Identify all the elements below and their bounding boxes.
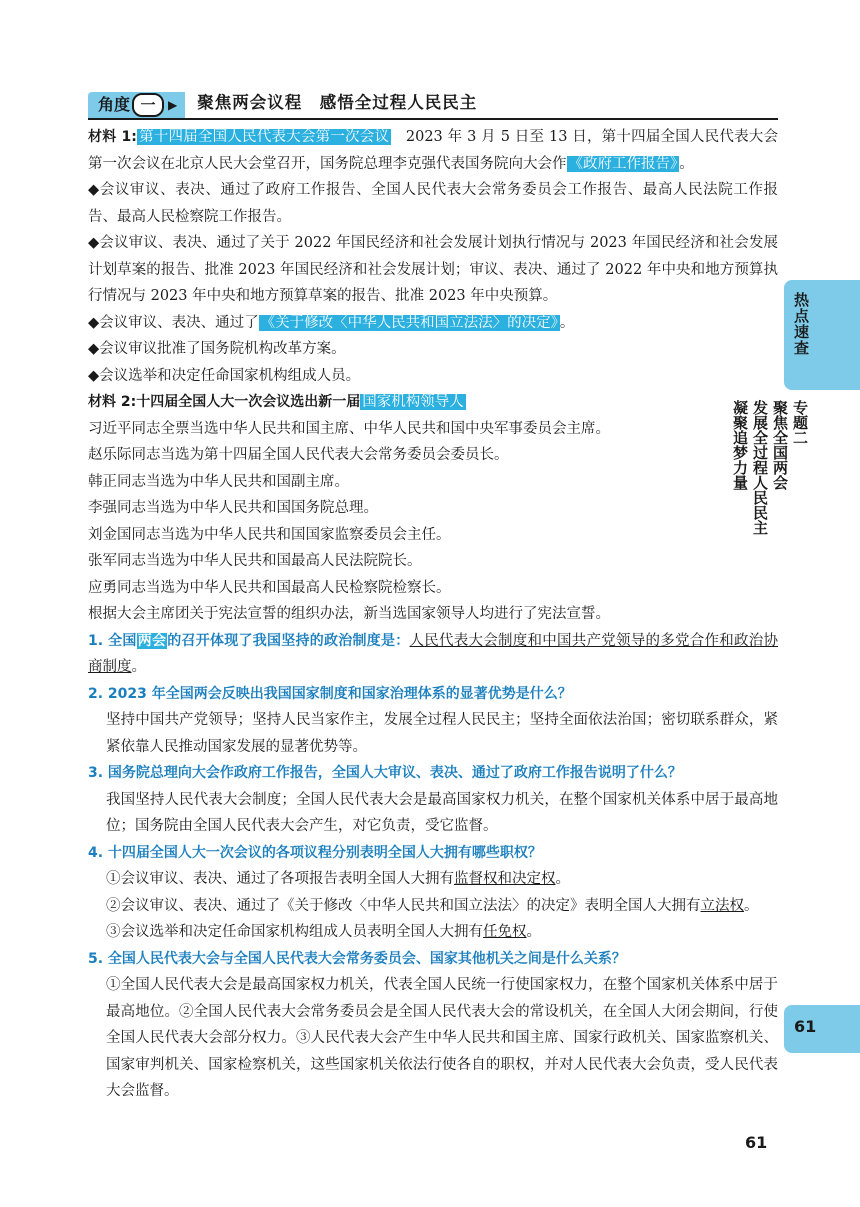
question-4: 4. 十四届全国人大一次会议的各项议程分别表明全国人大拥有哪些职权？ (88, 844, 542, 861)
material2-line: 张军同志当选为中华人民共和国最高人民法院院长。 (88, 553, 422, 569)
material1-intro (88, 124, 778, 177)
material2-line: 根据大会主席团关于宪法宣誓的组织办法，新当选国家领导人均进行了宪法宣誓。 (88, 606, 610, 622)
material2-label: 材料 2:十四届全国人大一次会议选出新一届 (88, 394, 361, 410)
q1-end: 。 (131, 659, 146, 675)
a4-3-answer: 任免权 (483, 924, 527, 940)
material2-line: 应勇同志当选为中华人民共和国最高人民检察院检察长。 (88, 579, 451, 596)
material1-bullet: ◆会议审议、表决、通过了政府工作报告、全国人民代表大会常务委员会工作报告、最高人民法院工作报告、最高人民检察院工作报告。 (88, 182, 778, 225)
material1-highlight2: 《政府工作报告》 (568, 155, 678, 172)
sidebar-title-3: 凝聚追梦力量 (731, 400, 749, 490)
material2-line: 刘金国同志当选为中华人民共和国国家监察委员会主任。 (88, 526, 451, 543)
answer-2: 坚持中国共产党领导；坚持人民当家作主，发展全过程人民民主；坚持全面依法治国；密切联系群众，紧紧依靠人民推动国家发展的显著优势等。 (106, 712, 778, 755)
q1-rest: 的召开体现了我国坚持的政治制度是： (167, 632, 410, 649)
a4-1-prefix: ①会议审议、表决、通过了各项报告表明全国人大拥有 (106, 871, 454, 887)
bullet3-prefix: ◆会议审议、表决、通过了 (88, 314, 259, 331)
sidebar-title-1: 聚焦全国两会 (771, 400, 789, 490)
a4-2-end: 。 (744, 897, 759, 914)
material2-line: 李强同志当选为中华人民共和国国务院总理。 (88, 500, 378, 516)
question-1 (88, 628, 778, 681)
page-number: 61 (745, 1133, 768, 1152)
main-content (88, 90, 778, 1105)
arrow-right-icon: ▶ (168, 97, 178, 112)
material2-highlight: 国家机构领导人 (362, 394, 464, 410)
bullet3-highlight: 《关于修改〈中华人民共和国立法法〉的决定》 (260, 314, 558, 331)
material1-bullet: ◆会议审议、表决、通过了关于 2022 年国民经济和社会发展计划执行情况与 2023 年国民经济和社会发展计划草案的报告、批准 2023 年国民经济和社会发展计划；审议、表决、通过了 2022 年中央和地方预算执行情况与 2023 年中央和地方预算草案的报告、批准 2023 年中央预算。 (88, 235, 778, 304)
sidebar-title-2: 发展全过程人民民主 (751, 400, 769, 535)
material1-bullet: ◆会议选举和决定任命国家机构组成人员。 (88, 367, 361, 384)
sidebar-topic-label: 专题二 (791, 400, 809, 445)
material2-heading (88, 389, 778, 416)
page-tab-number: 61 (794, 1017, 817, 1036)
sidebar-topic (731, 400, 810, 549)
material1-highlight: 第十四届全国人民代表大会第一次会议 (138, 129, 390, 145)
angle-number: 一 (132, 93, 164, 117)
angle-label: 角度 (98, 94, 131, 114)
a4-1-end: 。 (555, 871, 570, 887)
hotspot-tab-label: 热点速查 (792, 292, 810, 356)
a4-2-answer: 立法权 (700, 897, 744, 914)
question-5: 5. 全国人民代表大会与全国人民代表大会常务委员会、国家其他机关之间是什么关系？ (88, 950, 626, 967)
answer-4-3 (106, 919, 778, 946)
answer-5: ①全国人民代表大会是最高国家权力机关，代表全国人民统一行使国家权力，在整个国家机关体系中居于最高地位。②全国人民代表大会常务委员会是全国人民代表大会的常设机关，在全国人大闭会期间，行使全国人民代表大会部分权力。③人民代表大会产生中华人民共和国主席、国家行政机关、国家监察机关、国家审判机关、国家检察机关，这些国家机关依法行使各自的职权，并对人民代表大会负责，受人民代表大会监督。 (106, 977, 778, 1099)
section-title: 聚焦两会议程 感悟全过程人民民主 (197, 92, 478, 112)
material2-line: 赵乐际同志当选为第十四届全国人民代表大会常务委员会委员长。 (88, 447, 509, 463)
q1-answer: 人民代表大会制度和中国共产党领导的多党合作和政治协商制度 (88, 632, 779, 675)
hotspot-tab[interactable] (784, 280, 860, 390)
material1-end: 。 (679, 155, 694, 172)
q1-prefix: 1. 全国 (88, 632, 137, 649)
question-2: 2. 2023 年全国两会反映出我国国家制度和国家治理体系的显著优势是什么？ (88, 685, 572, 702)
a4-1-answer: 监督权和决定权 (454, 871, 556, 887)
question-3: 3. 国务院总理向大会作政府工作报告，全国人大审议、表决、通过了政府工作报告说明了什么？ (88, 765, 682, 781)
a4-3-end: 。 (526, 924, 541, 940)
material2-line: 韩正同志当选为中华人民共和国副主席。 (88, 473, 349, 490)
q1-highlight: 两会 (137, 632, 167, 649)
answer-4-2 (106, 893, 778, 920)
material1-bullet: ◆会议审议批准了国务院机构改革方案。 (88, 341, 346, 357)
material1-bullet (88, 310, 778, 337)
material2-line: 习近平同志全票当选中华人民共和国主席、中华人民共和国中央军事委员会主席。 (88, 420, 610, 437)
page-tab (784, 1005, 860, 1053)
answer-3: 我国坚持人民代表大会制度；全国人民代表大会是最高国家权力机关，在整个国家机关体系中居于最高地位；国务院由全国人民代表大会产生，对它负责，受它监督。 (106, 791, 778, 834)
section-heading (88, 90, 778, 120)
material1-label: 材料 1: (88, 129, 137, 145)
a4-3-prefix: ③会议选举和决定任命国家机构组成人员表明全国人大拥有 (106, 924, 483, 940)
answer-4-1 (106, 866, 778, 893)
bullet3-end: 。 (559, 314, 575, 331)
material1-text: 2023 年 3 月 5 日至 13 日，第十四届全国人民代表大会第一次会议在北京人民大会堂召开，国务院总理李克强代表国务院向大会作 (88, 129, 778, 172)
a4-2-prefix: ②会议审议、表决、通过了《关于修改〈中华人民共和国立法法〉的决定》表明全国人大拥有 (106, 897, 701, 914)
angle-tag (88, 92, 185, 118)
